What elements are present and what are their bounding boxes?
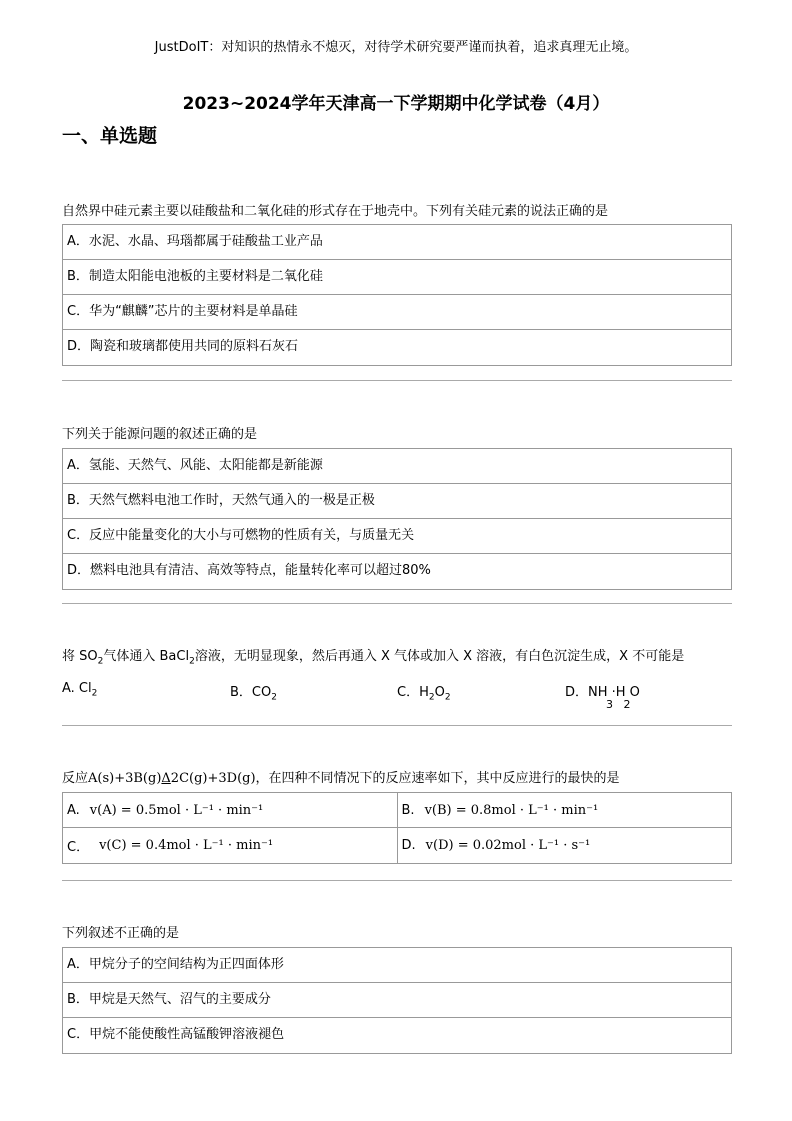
subscript: 2: [271, 692, 277, 703]
question-4-option-a[interactable]: [63, 793, 398, 827]
subscript: 2: [444, 692, 451, 703]
question-4-option-d[interactable]: [398, 828, 732, 863]
question-4-stem: [62, 767, 620, 786]
option-label: D.: [401, 838, 416, 853]
question-2-option-b[interactable]: B．天然气燃料电池工作时，天然气通入的一极是正极: [63, 484, 731, 519]
question-5-stem: 下列叙述不正确的是: [62, 926, 180, 941]
option-text: A. Cl: [62, 681, 92, 696]
question-1-option-c[interactable]: C．华为“麒麟”芯片的主要材料是单晶硅: [63, 295, 731, 330]
option-label: A.: [67, 802, 80, 818]
question-1-option-d[interactable]: D．陶瓷和玻璃都使用共同的原料石灰石: [67, 339, 299, 354]
page-title: 2023~2024学年天津高一下学期期中化学试卷（4月）: [182, 94, 610, 114]
subscript: 2: [91, 688, 98, 699]
option-text: O: [434, 685, 445, 700]
stem-text: ，在四种不同情况下的反应速率如下，其中反应进行的最快的是: [255, 771, 620, 786]
option-expression: v(C) = 0.4mol · L⁻¹ · min⁻¹: [99, 838, 274, 853]
question-2-stem: 下列关于能源问题的叙述正确的是: [62, 427, 258, 442]
question-5-option-a[interactable]: A．甲烷分子的空间结构为正四面体形: [63, 948, 731, 983]
delta-symbol: Δ: [161, 771, 171, 786]
option-text: D．NH ·H O: [565, 685, 640, 700]
question-4-options: [62, 792, 732, 864]
question-5-options: [62, 947, 732, 1054]
option-expression: v(D) = 0.02mol · L⁻¹ · s⁻¹: [425, 838, 591, 853]
question-2-option-c[interactable]: C．反应中能量变化的大小与可燃物的性质有关，与质量无关: [63, 519, 731, 554]
question-1-stem: 自然界中硅元素主要以硅酸盐和二氧化硅的形式存在于地壳中。下列有关硅元素的说法正确的是: [62, 204, 609, 219]
question-5-option-b[interactable]: B．甲烷是天然气、沼气的主要成分: [63, 983, 731, 1018]
question-2-options: [62, 448, 732, 590]
stem-text: 将 SO: [62, 649, 98, 664]
divider: [62, 725, 732, 726]
section-heading: 一、单选题: [62, 125, 158, 147]
page-header: JustDoIT：对知识的热情永不熄灭，对待学术研究要严谨而执着，追求真理无止境。: [154, 40, 638, 55]
subscript: 2: [189, 656, 195, 667]
stem-text: 溶液，无明显现象，然后再通入 X 气体或加入 X 溶液，有白色沉淀生成，X 不可能是: [194, 649, 685, 664]
equation: 2C(g)+3D(g): [170, 771, 256, 786]
question-2-option-d[interactable]: D．燃料电池具有清洁、高效等特点，能量转化率可以超过80%: [67, 563, 431, 578]
option-expression: v(A) = 0.5mol · L⁻¹ · min⁻¹: [89, 802, 264, 818]
question-3-option-b[interactable]: [230, 681, 277, 703]
option-label: C．: [67, 840, 90, 855]
options-row: [63, 793, 731, 828]
option-label: B.: [401, 802, 415, 818]
question-1-options: [62, 224, 732, 366]
question-4-option-c[interactable]: [63, 828, 398, 863]
question-1-option-b[interactable]: B．制造太阳能电池板的主要材料是二氧化硅: [63, 260, 731, 295]
option-expression: v(B) = 0.8mol · L⁻¹ · min⁻¹: [424, 802, 599, 818]
question-2-option-a[interactable]: A．氢能、天然气、风能、太阳能都是新能源: [63, 449, 731, 484]
stem-text: 反应: [62, 771, 89, 786]
question-3-stem: [62, 645, 684, 667]
subscript: 2: [428, 692, 435, 703]
subscript: 3 2: [606, 698, 631, 711]
question-5-option-c[interactable]: C．甲烷不能使酸性高锰酸钾溶液褪色: [67, 1027, 285, 1042]
divider: [62, 603, 732, 604]
options-row: [63, 828, 731, 863]
option-text: C．H: [397, 685, 429, 700]
divider: [62, 380, 732, 381]
option-text: B．CO: [230, 685, 272, 700]
question-3-option-a[interactable]: [62, 681, 97, 699]
question-3-option-c[interactable]: [397, 681, 451, 703]
divider: [62, 880, 732, 881]
subscript: 2: [97, 656, 104, 667]
question-1-option-a[interactable]: A．水泥、水晶、玛瑙都属于硅酸盐工业产品: [63, 225, 731, 260]
stem-text: 气体通入 BaCl: [103, 649, 190, 664]
equation: A(s)+3B(g): [88, 771, 162, 786]
question-4-option-b[interactable]: [398, 793, 732, 827]
